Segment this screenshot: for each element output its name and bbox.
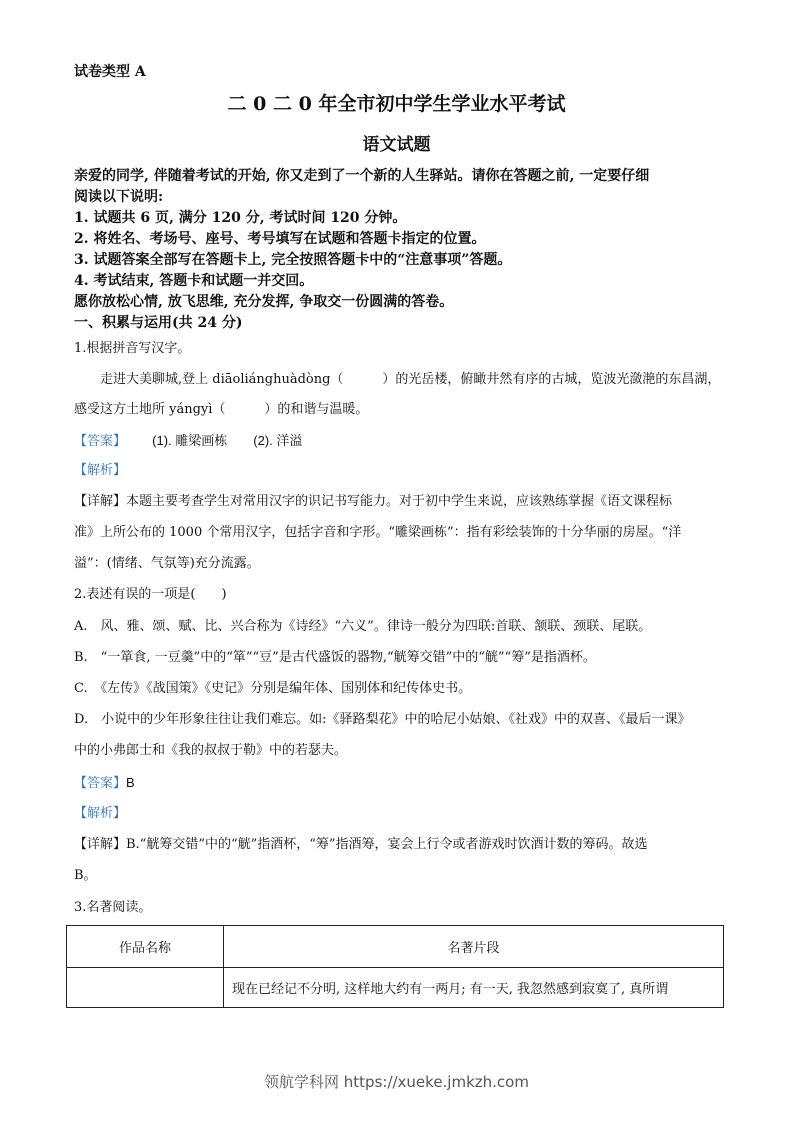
question-stem: 3.名著阅读。 — [74, 900, 152, 915]
detail-line: B。 — [74, 868, 97, 883]
table-header-row — [67, 926, 724, 968]
answer-row — [74, 431, 302, 452]
answer-label: 【答案】 — [74, 776, 127, 791]
detail-line: 【详解】B.“觥筹交错”中的“觥”指酒杯，“筹”指酒筹，宴会上行令或者游戏时饮酒计数的筹码。故选 — [74, 837, 648, 852]
option-d: D. 小说中的少年形象往往让我们难忘。如:《驿路梨花》中的哈尼小姑娘、《社戏》中的双喜、《最后一课》 — [74, 712, 691, 727]
works-table — [66, 925, 724, 1008]
table-cell — [67, 968, 224, 1008]
paper-type: 试卷类型 A — [74, 64, 146, 80]
instruction-item: 1. 试题共 6 页, 满分 120 分, 考试时间 120 分钟。 — [74, 210, 407, 226]
option-b: B. “一箪食, 一豆羹”中的“箪”“豆”是古代盛饭的器物,“觥筹交错”中的“觥”“筹”是指酒杯。 — [74, 650, 596, 665]
instruction-item: 2. 将姓名、考场号、座号、考号填写在试题和答题卡指定的位置。 — [74, 231, 486, 247]
analysis-label: 【解析】 — [74, 463, 127, 478]
question-text: 走进大美聊城,登上 diāoliánghuàdòng（ ）的光岳楼，俯瞰井然有序的古城，览波光潋滟的东昌湖， — [100, 372, 721, 387]
table-header-cell: 名著片段 — [224, 926, 724, 968]
table-cell: 现在已经记不分明, 这样地大约有一两月; 有一天, 我忽然感到寂寞了, 真所谓 — [224, 968, 724, 1008]
instruction-item: 3. 试题答案全部写在答题卡上, 完全按照答题卡中的“注意事项”答题。 — [74, 252, 512, 268]
answer-label: 【答案】 — [74, 434, 127, 449]
answer-row — [74, 773, 135, 794]
question-text: 感受这方土地所 yángyì（ ）的和谐与温暖。 — [74, 402, 369, 417]
option-c: C. 《左传》《战国策》《史记》分别是编年体、国别体和纪传体史书。 — [74, 681, 472, 696]
page-footer: 领航学科网 https://xueke.jmkzh.com — [264, 1073, 529, 1091]
option-d-continued: 中的小弗郎士和《我的叔叔于勒》中的若瑟夫。 — [74, 743, 348, 758]
section-heading: 一、积累与运用(共 24 分) — [74, 315, 243, 331]
detail-line: 准》上所公布的 1000 个常用汉字，包括字音和字形。“雕梁画栋”：指有彩绘装饰的十分华丽的房屋。“洋 — [74, 525, 682, 540]
question-stem: 2.表述有误的一项是( ) — [74, 587, 227, 602]
closing-line: 愿你放松心情, 放飞思维, 充分发挥, 争取交一份圆满的答卷。 — [74, 294, 454, 310]
detail-line: 【详解】本题主要考查学生对常用汉字的识记书写能力。对于初中学生来说，应该熟练掌握《语文课程标 — [74, 494, 673, 509]
table-header-cell: 作品名称 — [67, 926, 224, 968]
option-a: A. 风、雅、颂、赋、比、兴合称为《诗经》“六义”。律诗一般分为四联:首联、颔联、颈联、尾联。 — [74, 619, 652, 634]
question-stem: 1.根据拼音写汉字。 — [74, 341, 191, 356]
table-row — [67, 968, 724, 1008]
analysis-label: 【解析】 — [74, 806, 127, 821]
instruction-item: 4. 考试结束, 答题卡和试题一并交回。 — [74, 273, 314, 289]
exam-subtitle: 语文试题 — [362, 135, 431, 155]
exam-title: 二 0 二 0 年全市初中学生学业水平考试 — [227, 93, 566, 115]
answer-text: (1). 雕梁画栋 (2). 洋溢 — [152, 433, 303, 448]
intro-line: 阅读以下说明: — [74, 189, 164, 205]
detail-line: 溢”：(情绪、气氛等)充分流露。 — [74, 556, 260, 571]
answer-text: B — [126, 775, 135, 790]
intro-line: 亲爱的同学, 伴随着考试的开始, 你又走到了一个新的人生驿站。请你在答题之前, 一定要仔细 — [74, 168, 650, 184]
